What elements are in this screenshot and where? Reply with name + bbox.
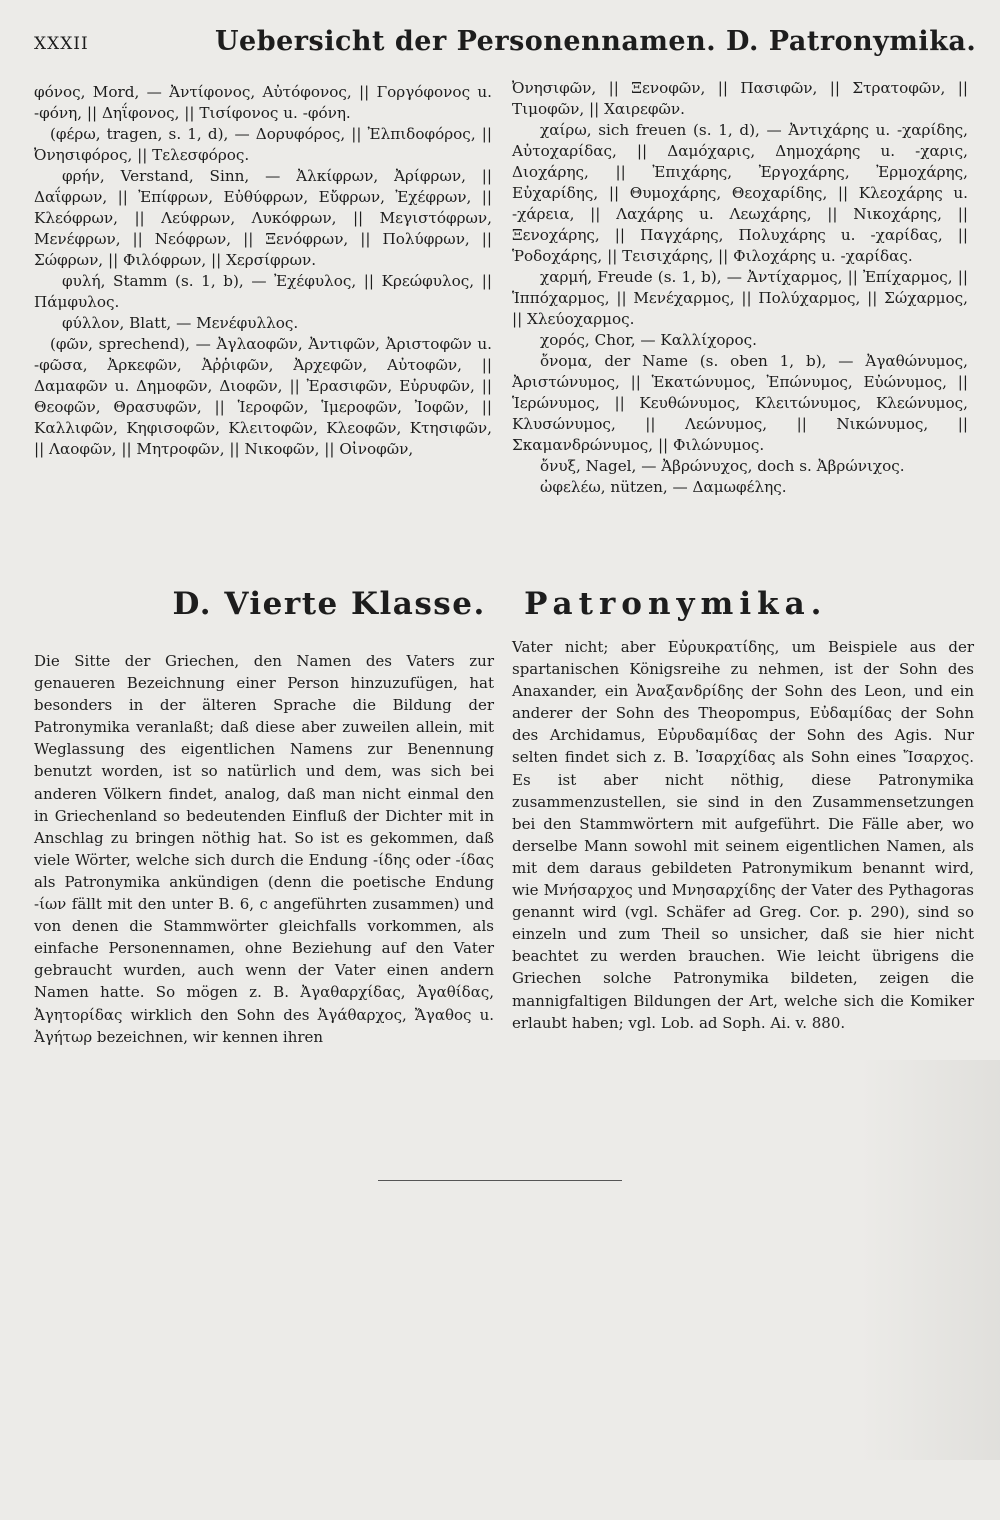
body-paragraph: Die Sitte der Griechen, den Namen des Vaters zur genaueren Bezeichnung einer Person hinzuzufügen, hat besonders in der älteren Sprache die Bildung der Patronymika veranlaßt; daß diese aber zuweilen allein, mit Weglassung des eigentlichen Namens zur Benennung benutzt worden, ist so natürlich und dem, was sich bei anderen Völkern findet, analog, daß man nicht einmal den in Griechenland so bedeutenden Einfluß der Dichter mit in Anschlag zu bringen nöthig hat. So ist es gekommen, daß viele Wörter, welche sich durch die Endung -ίδης oder -ίδας als Patronymika ankündigen (denn die poetische Endung -ίων fällt mit den unter B. 6, c angeführten zusammen) und von denen die Stammwörter gleichfalls vorkommen, als einfache Personennamen, ohne Beziehung auf den Vater gebraucht wurden, auch wenn der Vater einen andern Namen hatte. So mögen z. B. Ἀγαθαρχίδας, Ἀγαθίδας, Ἀγητορίδας wirklich den Sohn des Ἀγάθαρχος, Ἄγαθος u. Ἀγήτωρ bezeichnen, wir kennen ihren [34, 652, 494, 1046]
end-rule [378, 1180, 622, 1181]
section-heading-topic: Patronymika. [524, 586, 828, 622]
entry-paragraph: χαίρω, sich freuen (s. 1, d), — Ἀντιχάρης u. -χαρίδης, Αὐτοχαρίδας, || Δαμόχαρις, Δημοχάρης u. -χαρις, Διοχάρης, || Ἐπιχάρης, Ἐργοχάρης, Ἐρμοχάρης, Εὐχαρίδης, || Θυμοχάρης, Θεοχαρίδης, || Κλεοχάρης u. -χάρεια, || Λαχάρης u. Λεωχάρης, || Νικοχάρης, || Ξενοχάρης, || Παγχάρης, Πολυχάρης u. -χαρίδας, || Ῥοδοχάρης, || Τεισιχάρης, || Φιλοχάρης u. -χαρίδας. [512, 121, 968, 265]
entry-paragraph: φύλλον, Blatt, — Μενέφυλλος. [62, 314, 299, 332]
entry-paragraph: φόνος, Mord, — Ἀντίφονος, Αὐτόφονος, || Γοργόφονος u. -φόνη, || Δηΐφονος, || Τισίφονος u. -φόνη. [34, 83, 492, 122]
entry-paragraph: ὄνομα, der Name (s. oben 1, b), — Ἀγαθώνυμος, Ἀριστώνυμος, || Ἑκατώνυμος, Ἐπώνυμος, Εὐώνυμος, || Ἱερώνυμος, || Κευθώνυμος, Κλειτώνυμος, Κλεώνυμος, Κλυσώνυμος, || Λεώνυμος, || Νικώνυμος, || Σκαμανδρώνυμος, || Φιλώνυμος. [512, 352, 968, 454]
entry-paragraph: χορός, Chor, — Καλλίχορος. [540, 331, 757, 349]
section-heading [0, 586, 1000, 622]
paper-stain [860, 1060, 1000, 1460]
entry-paragraph: ὄνυξ, Nagel, — Ἀβρώνυχος, doch s. Ἀβρώνιχος. [540, 457, 905, 475]
entry-paragraph: (φέρω, tragen, s. 1, d), — Δορυφόρος, || Ἐλπιδοφόρος, || Ὀνησιφόρος, || Τελεσφόρος. [34, 125, 492, 164]
right-column-entries [512, 78, 968, 498]
entry-paragraph: φυλή, Stamm (s. 1, b), — Ἐχέφυλος, || Κρεώφυλος, || Πάμφυλος. [34, 272, 492, 311]
left-column-entries [34, 82, 492, 460]
entry-paragraph: (φῶν, sprechend), — Ἀγλαοφῶν, Ἀντιφῶν, Ἀριστοφῶν u. -φῶσα, Ἀρκεφῶν, Ἀῤῥιφῶν, Ἀρχεφῶν, Αὐτοφῶν, || Δαμαφῶν u. Δημοφῶν, Διοφῶν, || Ἐρασιφῶν, Εὐρυφῶν, || Θεοφῶν, Θρασυφῶν, || Ἱεροφῶν, Ἱμεροφῶν, Ἰοφῶν, || Καλλιφῶν, Κηφισοφῶν, Κλειτοφῶν, Κλεοφῶν, Κτησιφῶν, || Λαοφῶν, || Μητροφῶν, || Νικοφῶν, || Οἰνοφῶν, [34, 335, 492, 458]
entry-paragraph: φρήν, Verstand, Sinn, — Ἀλκίφρων, Ἀρίφρων, || Δαΐφρων, || Ἐπίφρων, Εὐθύφρων, Εὔφρων, Ἐχέφρων, || Κλεόφρων, || Λεύφρων, Λυκόφρων, || Μεγιστόφρων, Μενέφρων, || Νεόφρων, || Ξενόφρων, || Πολύφρων, || Σώφρων, || Φιλόφρων, || Χερσίφρων. [34, 167, 492, 269]
body-text-left [34, 650, 494, 1048]
entry-paragraph: ὠφελέω, nützen, — Δαμωφέλης. [540, 478, 787, 496]
entry-paragraph: χαρμή, Freude (s. 1, b), — Ἀντίχαρμος, || Ἐπίχαρμος, || Ἱππόχαρμος, || Μενέχαρμος, || Πολύχαρμος, || Σώχαρμος, || Χλεύοχαρμος. [512, 268, 968, 328]
page-number: XXXII [34, 34, 89, 54]
entry-paragraph: Ὀνησιφῶν, || Ξενοφῶν, || Πασιφῶν, || Στρατοφῶν, || Τιμοφῶν, || Χαιρεφῶν. [512, 79, 968, 118]
running-header-title: Uebersicht der Personennamen. D. Patronymika. [215, 26, 977, 57]
body-text-right [512, 636, 974, 1034]
body-paragraph: Vater nicht; aber Εὐρυκρατίδης, um Beispiele aus der spartanischen Königsreihe zu nehmen, ist der Sohn des Anaxander, ein Ἀναξανδρίδης der Sohn des Leon, und ein anderer der Sohn des Theopompus, Εὐδαμίδας der Sohn des Archidamus, Εὐρυδαμίδας der Sohn des Agis. Nur selten findet sich z. B. Ἰσαρχίδας als Sohn eines Ἴσαρχος. Es ist aber nicht nöthig, diese Patronymika zusammenzustellen, sie sind in den Zusammensetzungen bei den Stammwörtern mit aufgeführt. Die Fälle aber, wo derselbe Mann sowohl mit seinem eigentlichen Namen, als mit dem daraus gebildeten Patronymikum benannt wird, wie Μνήσαρχος und Μνησαρχίδης der Vater des Pythagoras genannt wird (vgl. Schäfer ad Greg. Cor. p. 290), sind so einzeln und zum Theil so unsicher, daß sie hier nicht beachtet zu werden brauchen. Wie leicht übrigens die Griechen solche Patronymika bildeten, zeigen die mannigfaltigen Bildungen der Art, welche sich die Komiker erlaubt haben; vgl. Lob. ad Soph. Ai. v. 880. [512, 638, 974, 1032]
section-heading-class: D. Vierte Klasse. [172, 586, 486, 622]
